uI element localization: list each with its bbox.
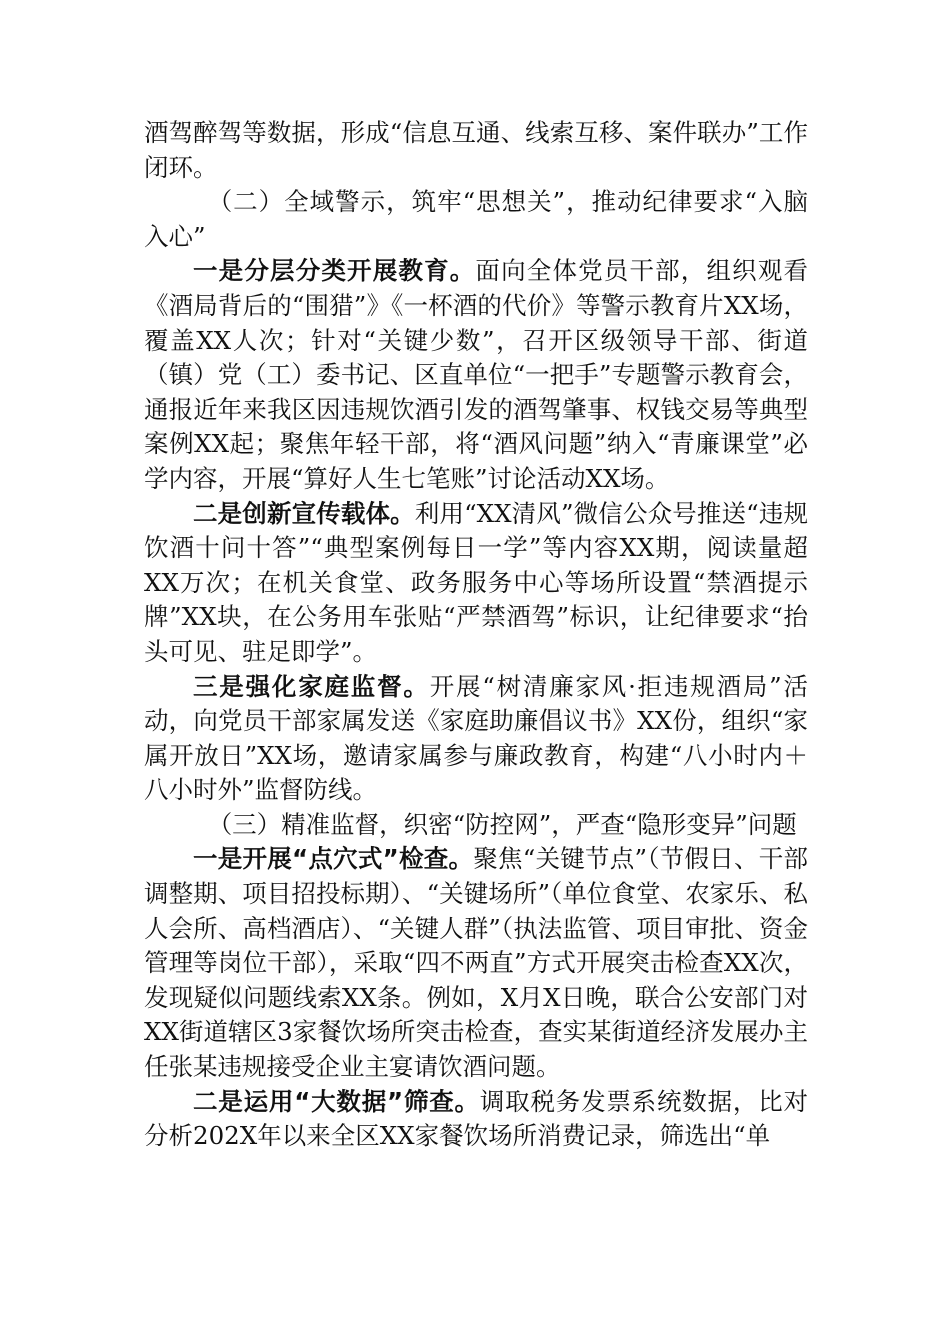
paragraph-family-supervision — [144, 670, 808, 808]
section-heading-2 — [144, 185, 808, 254]
paragraph-lead: 三是强化家庭监督。 — [193, 671, 430, 701]
paragraph-continuation — [144, 116, 808, 185]
document-body — [144, 116, 808, 1154]
paragraph-education — [144, 254, 808, 496]
paragraph-text: 利用“XX清风”微信公众号推送“违规饮酒十问十答”“典型案例每日一学”等内容XX期，阅读量超XX万次；在机关食堂、政务服务中心等场所设置“禁酒提示牌”XX块，在公务用车张贴“严禁酒驾”标识，让纪律要求“抬头可见、驻足即学”。 — [144, 498, 808, 666]
paragraph-lead: 二是创新宣传载体。 — [193, 498, 415, 528]
paragraph-text: 开展“树清廉家风·拒违规酒局”活动，向党员干部家属发送《家庭助廉倡议书》XX份，组织“家属开放日”XX场，邀请家属参与廉政教育，构建“八小时内＋八小时外”监督防线。 — [144, 671, 809, 805]
heading-text: （三）精准监督，织密“防控网”，严查“隐形变异”问题 — [207, 809, 797, 839]
paragraph-publicity — [144, 497, 808, 670]
paragraph-big-data — [144, 1085, 808, 1154]
paragraph-inspection — [144, 842, 808, 1084]
paragraph-text: 聚焦“关键节点”（节假日、干部调整期、项目招投标期）、“关键场所”（单位食堂、农家乐、私人会所、高档酒店）、“关键人群”（执法监管、项目审批、资金管理等岗位干部），采取“四不两直”方式开展突击检查XX次，发现疑似问题线索XX条。例如，X月X日晚，联合公安部门对XX街道辖区3家餐饮场所突击检查，查实某街道经济发展办主任张某违规接受企业主宴请饮酒问题。 — [144, 844, 808, 1082]
paragraph-text: 酒驾醉驾等数据，形成“信息互通、线索互移、案件联办”工作闭环。 — [144, 118, 808, 182]
heading-text: （二）全域警示，筑牢“思想关”，推动纪律要求“入脑入心” — [144, 187, 808, 251]
paragraph-lead: 一是开展“点穴式”检查。 — [193, 844, 474, 874]
paragraph-text: 面向全体党员干部，组织观看《酒局背后的“围猎”》《一杯酒的代价》等警示教育片XX场，覆盖XX人次；针对“关键少数”，召开区级领导干部、街道（镇）党（工）委书记、区直单位“一把手”专题警示教育会，通报近年来我区因违规饮酒引发的酒驾肇事、权钱交易等典型案例XX起；聚焦年轻干部，将“酒风问题”纳入“青廉课堂”必学内容，开展“算好人生七笔账”讨论活动XX场。 — [144, 256, 809, 493]
paragraph-lead: 一是分层分类开展教育。 — [193, 256, 476, 286]
paragraph-text: 调取税务发票系统数据，比对分析202X年以来全区XX家餐饮场所消费记录，筛选出“单 — [144, 1086, 809, 1151]
paragraph-lead: 二是运用“大数据”筛查。 — [193, 1086, 480, 1116]
section-heading-3 — [144, 808, 808, 843]
